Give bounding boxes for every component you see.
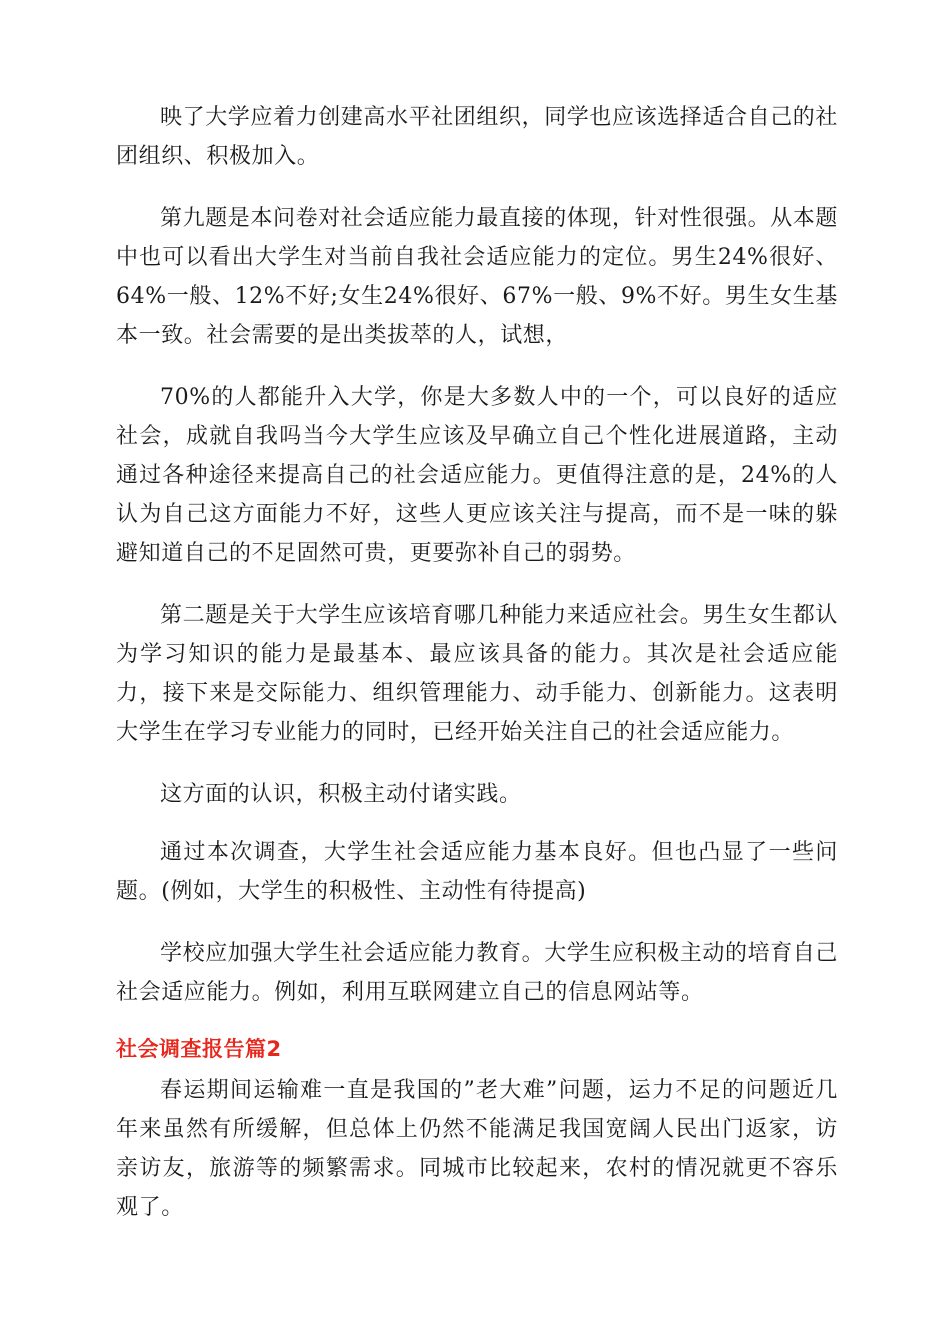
- paragraph-seventy-percent: 70%的人都能升入大学，你是大多数人中的一个，可以良好的适应社会，成就自我吗当今大学生应该及早确立自己个性化进展道路，主动通过各种途径来提高自己的社会适应能力。更值得注意的是，24%的人认为自己这方面能力不好，这些人更应该关注与提高，而不是一味的躲避知道自己的不足固然可贵，更要弥补自己的弱势。: [116, 385, 838, 566]
- paragraph-spring-festival-transport: 春运期间运输难一直是我国的”老大难”问题，运力不足的问题近几年来虽然有所缓解，但总体上仍然不能满足我国宽阔人民出门返家，访亲访友，旅游等的频繁需求。同城市比较起来，农村的情况就更不容乐观了。: [116, 1078, 838, 1220]
- paragraph-question-nine: 第九题是本问卷对社会适应能力最直接的体现，针对性很强。从本题中也可以看出大学生对当前自我社会适应能力的定位。男生24%很好、64%一般、12%不好;女生24%很好、67%一般、9%不好。男生女生基本一致。社会需要的是出类拔萃的人，试想，: [116, 206, 839, 348]
- document-body: [116, 98, 838, 1250]
- paragraph-club-organization: 映了大学应着力创建高水平社团组织，同学也应该选择适合自己的社团组织、积极加入。: [116, 105, 839, 169]
- paragraph-school-suggestion: 学校应加强大学生社会适应能力教育。大学生应积极主动的培育自己社会适应能力。例如，利用互联网建立自己的信息网站等。: [116, 941, 839, 1005]
- paragraph-question-two: 第二题是关于大学生应该培育哪几种能力来适应社会。男生女生都认为学习知识的能力是最基本、最应该具备的能力。其次是社会适应能力，接下来是交际能力、组织管理能力、动手能力、创新能力。这表明大学生在学习专业能力的同时，已经开始关注自己的社会适应能力。: [116, 603, 839, 745]
- paragraph-practice: 这方面的认识，积极主动付诸实践。: [160, 782, 522, 807]
- paragraph-survey-conclusion: 通过本次调查，大学生社会适应能力基本良好。但也凸显了一些问题。(例如，大学生的积极性、主动性有待提高): [116, 840, 838, 904]
- section-heading: 社会调查报告篇2: [116, 1037, 282, 1061]
